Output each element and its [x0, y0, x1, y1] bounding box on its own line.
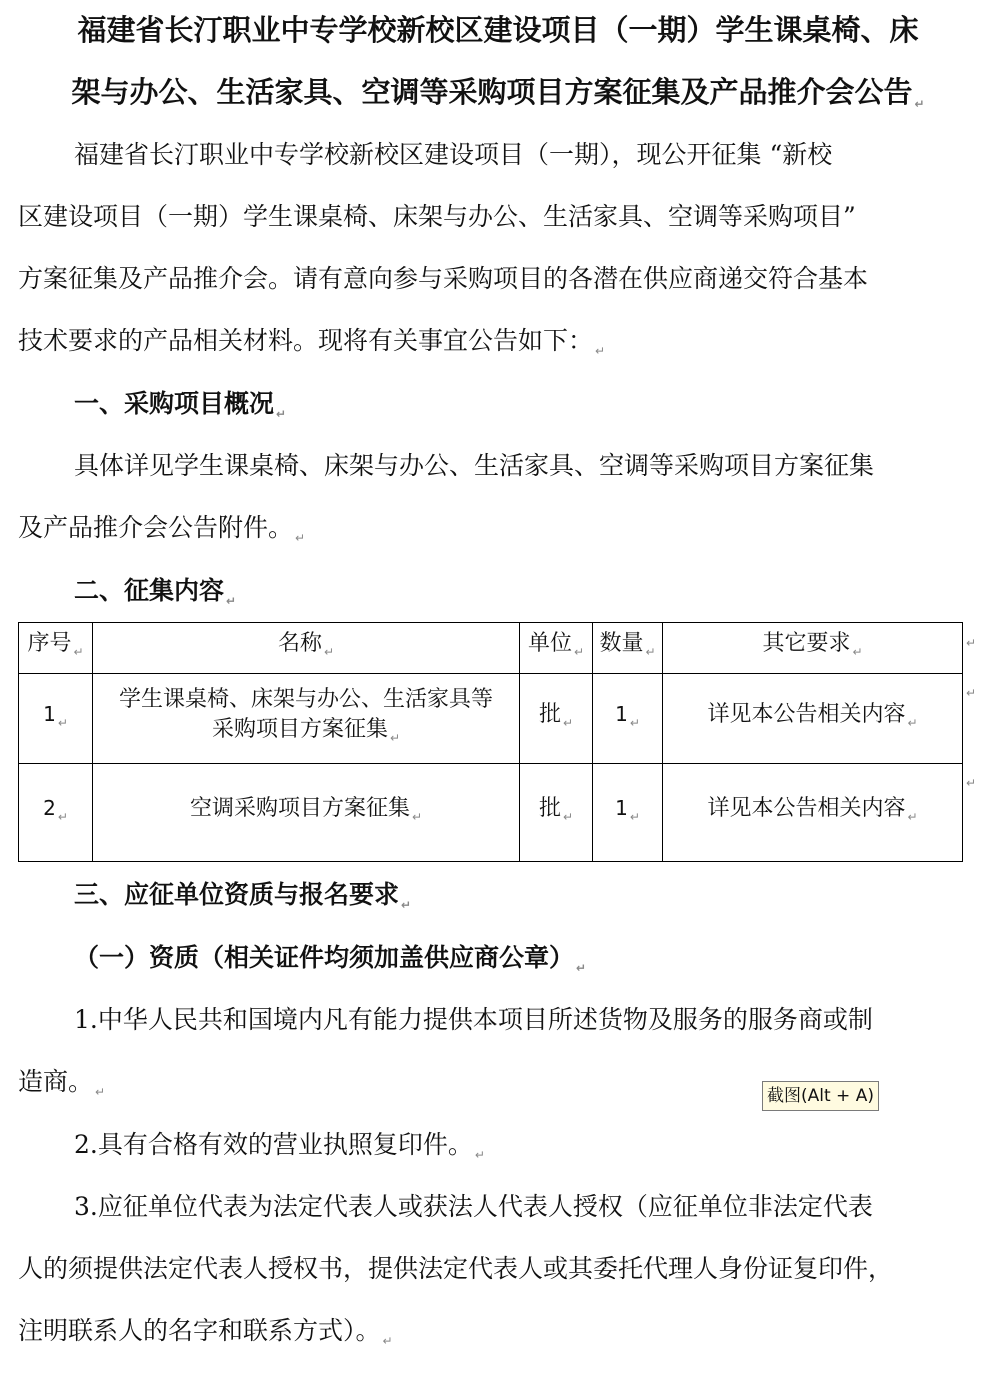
- header-cell-no: 序号 $_↵$: [19, 623, 93, 674]
- intro-line-3: 方案征集及产品推介会。请有意向参与采购项目的各潜在供应商递交符合基本: [18, 264, 869, 293]
- header-cell-other: 其它要求 $_↵$: [663, 623, 963, 674]
- row-1-no: 1 $_↵$: [19, 674, 93, 764]
- item-2-line-1: 2.具有合格有效的营业执照复印件。 $_↵$: [74, 1130, 485, 1162]
- section-1-body-line-1: 具体详见学生课桌椅、床架与办公、生活家具、空调等采购项目方案征集: [74, 451, 875, 480]
- solicitation-table: [18, 622, 963, 862]
- row-end-mark-header: ↵: [966, 636, 977, 650]
- table-row: [19, 764, 963, 862]
- row-1-unit: 批 $_↵$: [520, 674, 593, 764]
- header-cell-name: 名称 $_↵$: [93, 623, 520, 674]
- document-title-line-2: 架与办公、生活家具、空调等采购项目方案征集及产品推介会公告 $_↵$: [71, 75, 925, 111]
- section-3-heading: 三、应征单位资质与报名要求 $_↵$: [74, 880, 412, 912]
- row-end-mark-1: ↵: [966, 686, 977, 700]
- row-2-name: 空调采购项目方案征集 $_↵$: [93, 764, 520, 862]
- item-1-line-1: 1.中华人民共和国境内凡有能力提供本项目所述货物及服务的服务商或制: [74, 1005, 873, 1034]
- header-cell-qty: 数量 $_↵$: [593, 623, 663, 674]
- row-1-other: 详见本公告相关内容 $_↵$: [663, 674, 963, 764]
- table-header-row: [19, 623, 963, 674]
- section-2-heading: 二、征集内容 $_↵$: [74, 576, 237, 608]
- row-2-other: 详见本公告相关内容 $_↵$: [663, 764, 963, 862]
- intro-line-4: 技术要求的产品相关材料。现将有关事宜公告如下： $_↵$: [18, 326, 606, 358]
- section-1-body-line-2: 及产品推介会公告附件。 $_↵$: [18, 513, 306, 545]
- document-title-line-1: 福建省长汀职业中专学校新校区建设项目（一期）学生课桌椅、床: [77, 13, 919, 47]
- section-3-subheading: （一）资质（相关证件均须加盖供应商公章） $_↵$: [74, 943, 587, 975]
- table-row: [19, 674, 963, 764]
- intro-line-1: 福建省长汀职业中专学校新校区建设项目（一期），现公开征集 “新校: [74, 140, 833, 169]
- item-3-line-1: 3.应征单位代表为法定代表人或获法人代表人授权（应征单位非法定代表: [74, 1192, 873, 1221]
- row-2-unit: 批 $_↵$: [520, 764, 593, 862]
- item-3-line-3: 注明联系人的名字和联系方式）。 $_↵$: [18, 1316, 393, 1348]
- item-3-line-2: 人的须提供法定代表人授权书，提供法定代表人或其委托代理人身份证复印件，: [18, 1254, 894, 1283]
- screenshot-shortcut-tooltip[interactable]: 截图(Alt + A): [762, 1081, 879, 1111]
- row-2-qty: 1 $_↵$: [593, 764, 663, 862]
- row-1-name: 学生课桌椅、床架与办公、生活家具等 采购项目方案征集 $_↵$: [93, 674, 520, 764]
- intro-line-2: 区建设项目（一期）学生课桌椅、床架与办公、生活家具、空调等采购项目”: [18, 202, 856, 231]
- row-end-mark-2: ↵: [966, 776, 977, 790]
- row-1-qty: 1 $_↵$: [593, 674, 663, 764]
- header-cell-unit: 单位 $_↵$: [520, 623, 593, 674]
- section-1-heading: 一、采购项目概况 $_↵$: [74, 389, 287, 421]
- row-2-no: 2 $_↵$: [19, 764, 93, 862]
- item-1-line-2: 造商。 $_↵$: [18, 1067, 106, 1099]
